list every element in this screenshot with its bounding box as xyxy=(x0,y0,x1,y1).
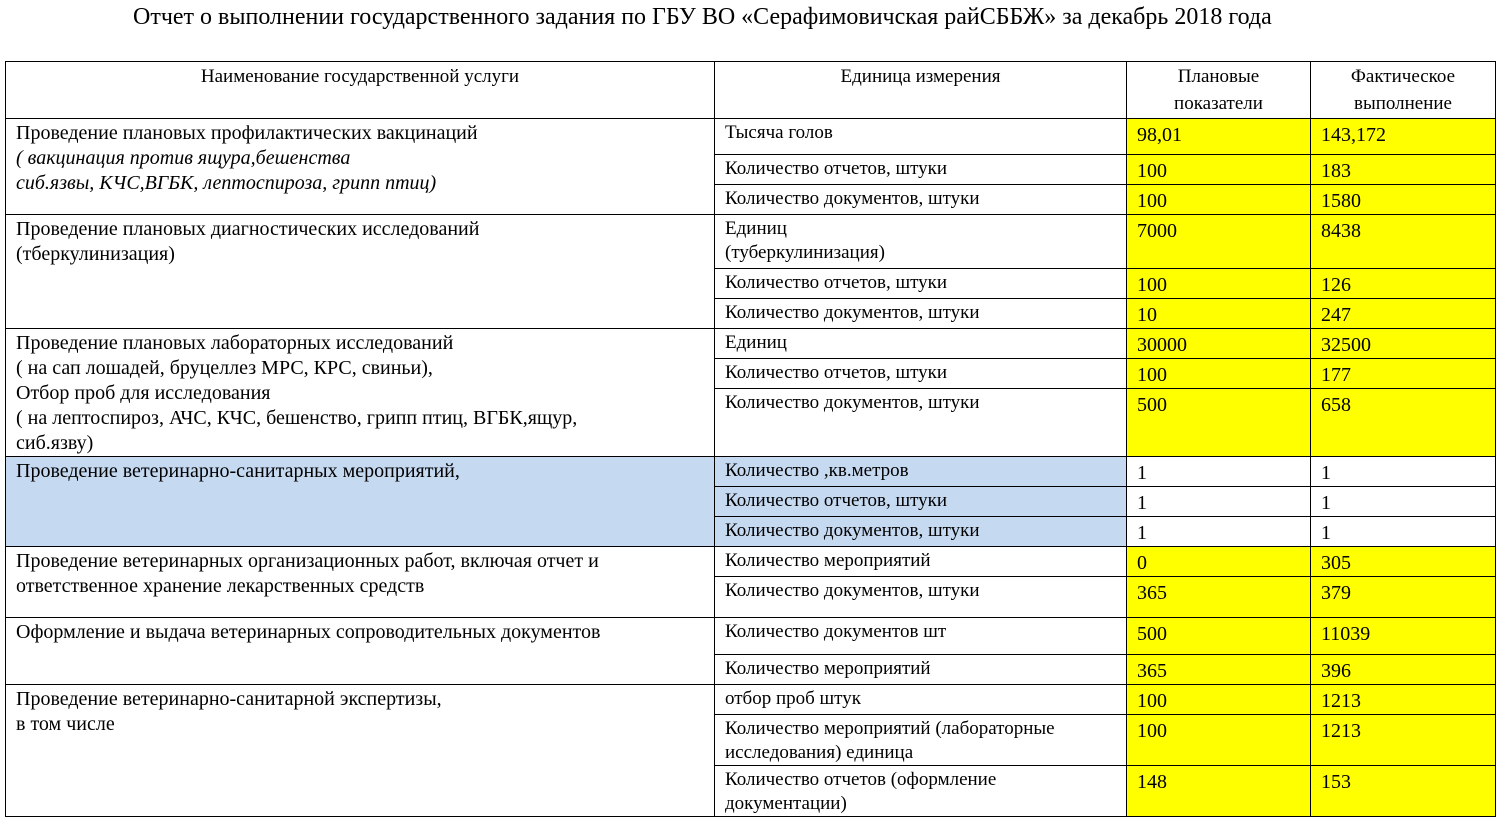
service-name: Проведение ветеринарно-санитарной экспертизы, в том числе xyxy=(6,685,715,817)
unit-cell: Количество ,кв.метров xyxy=(715,457,1127,487)
fact-cell: 126 xyxy=(1311,269,1496,299)
fact-cell: 11039 xyxy=(1311,618,1496,655)
fact-cell: 658 xyxy=(1311,389,1496,457)
fact-cell: 177 xyxy=(1311,359,1496,389)
unit-cell: Количество мероприятий xyxy=(715,547,1127,577)
unit-cell: Единиц (туберкулинизация) xyxy=(715,215,1127,269)
table-row xyxy=(6,547,1496,577)
fact-cell: 153 xyxy=(1311,766,1496,817)
fact-cell: 1213 xyxy=(1311,685,1496,715)
service-name: Оформление и выдача ветеринарных сопроводительных документов xyxy=(6,618,715,685)
table-row xyxy=(6,685,1496,715)
header-row xyxy=(6,62,1496,119)
fact-cell: 396 xyxy=(1311,655,1496,685)
fact-cell: 8438 xyxy=(1311,215,1496,269)
unit-cell: Единиц xyxy=(715,329,1127,359)
unit-cell: Количество документов, штуки xyxy=(715,517,1127,547)
fact-cell: 1580 xyxy=(1311,185,1496,215)
plan-cell: 1 xyxy=(1127,457,1311,487)
table-row xyxy=(6,618,1496,655)
fact-cell: 32500 xyxy=(1311,329,1496,359)
fact-cell: 1 xyxy=(1311,517,1496,547)
report-title xyxy=(0,2,1500,32)
plan-cell: 10 xyxy=(1127,299,1311,329)
fact-cell: 1213 xyxy=(1311,715,1496,766)
unit-cell: Количество документов, штуки xyxy=(715,299,1127,329)
plan-cell: 100 xyxy=(1127,359,1311,389)
table-row xyxy=(6,119,1496,155)
unit-cell: Количество отчетов (оформление документации) xyxy=(715,766,1127,817)
plan-cell: 365 xyxy=(1127,577,1311,618)
plan-cell: 30000 xyxy=(1127,329,1311,359)
unit-cell: отбор проб штук xyxy=(715,685,1127,715)
plan-cell: 7000 xyxy=(1127,215,1311,269)
unit-cell: Количество отчетов, штуки xyxy=(715,487,1127,517)
plan-cell: 100 xyxy=(1127,185,1311,215)
unit-cell: Количество документов, штуки xyxy=(715,389,1127,457)
unit-cell: Количество документов, штуки xyxy=(715,185,1127,215)
unit-cell: Количество отчетов, штуки xyxy=(715,359,1127,389)
unit-cell: Количество документов, штуки xyxy=(715,577,1127,618)
fact-cell: 379 xyxy=(1311,577,1496,618)
table-row xyxy=(6,329,1496,359)
header-unit: Единица измерения xyxy=(715,62,1127,119)
plan-cell: 1 xyxy=(1127,487,1311,517)
fact-cell: 1 xyxy=(1311,487,1496,517)
unit-cell: Количество мероприятий (лабораторные исследования) единица xyxy=(715,715,1127,766)
report-table xyxy=(5,61,1496,817)
report-title-text: Отчет о выполнении государственного задания по ГБУ ВО «Серафимовичская райСББЖ» за декабрь 2018 года xyxy=(133,4,1272,30)
fact-cell: 305 xyxy=(1311,547,1496,577)
unit-cell: Количество отчетов, штуки xyxy=(715,269,1127,299)
table-row xyxy=(6,215,1496,269)
unit-cell: Количество мероприятий xyxy=(715,655,1127,685)
service-name: Проведение плановых диагностических исследований (тберкулинизация) xyxy=(6,215,715,329)
plan-cell: 0 xyxy=(1127,547,1311,577)
unit-cell: Количество отчетов, штуки xyxy=(715,155,1127,185)
unit-cell: Тысяча голов xyxy=(715,119,1127,155)
plan-cell: 500 xyxy=(1127,618,1311,655)
plan-cell: 98,01 xyxy=(1127,119,1311,155)
service-name: Проведение ветеринарно-санитарных мероприятий, xyxy=(6,457,715,547)
plan-cell: 100 xyxy=(1127,269,1311,299)
fact-cell: 1 xyxy=(1311,457,1496,487)
fact-cell: 183 xyxy=(1311,155,1496,185)
plan-cell: 100 xyxy=(1127,685,1311,715)
service-name: Проведение плановых профилактических вакцинаций ( вакцинация против ящура,бешенства сиб.язвы, КЧС,ВГБК, лептоспироза, грипп птиц) xyxy=(6,119,715,215)
plan-cell: 100 xyxy=(1127,715,1311,766)
header-plan: Плановые показатели xyxy=(1127,62,1311,119)
service-name: Проведение плановых лабораторных исследований ( на сап лошадей, бруцеллез МРС, КРС, свиньи), Отбор проб для исследования ( на лептоспироз, АЧС, КЧС, бешенство, грипп птиц, ВГБК,ящур, сиб.язву) xyxy=(6,329,715,457)
fact-cell: 143,172 xyxy=(1311,119,1496,155)
unit-cell: Количество документов шт xyxy=(715,618,1127,655)
plan-cell: 1 xyxy=(1127,517,1311,547)
plan-cell: 100 xyxy=(1127,155,1311,185)
header-fact: Фактическое выполнение xyxy=(1311,62,1496,119)
service-name: Проведение ветеринарных организационных работ, включая отчет и ответственное хранение лекарственных средств xyxy=(6,547,715,618)
plan-cell: 500 xyxy=(1127,389,1311,457)
header-service: Наименование государственной услуги xyxy=(6,62,715,119)
fact-cell: 247 xyxy=(1311,299,1496,329)
plan-cell: 365 xyxy=(1127,655,1311,685)
plan-cell: 148 xyxy=(1127,766,1311,817)
table-row xyxy=(6,457,1496,487)
